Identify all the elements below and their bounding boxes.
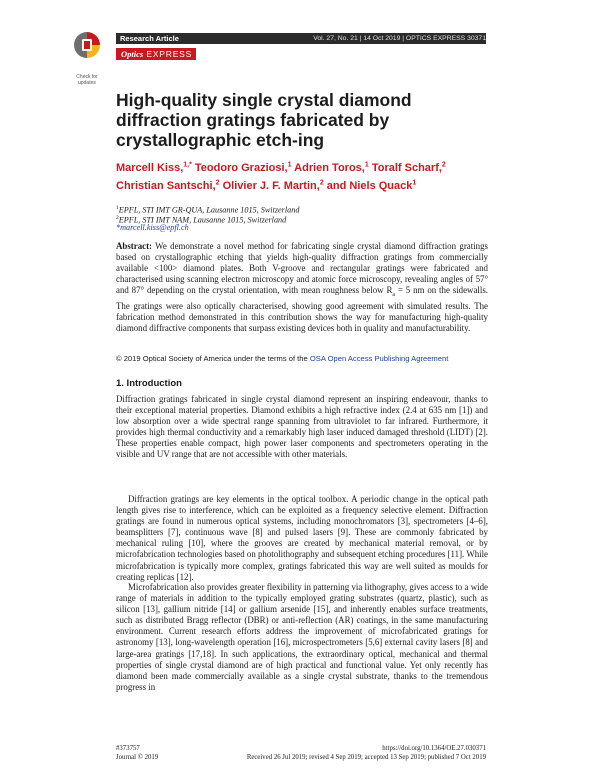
author-3: Adrien Toros,$^1$ (294, 161, 369, 174)
article-type: Research Article (120, 34, 179, 43)
footer-dates: Received 26 Jul 2019; revised 4 Sep 2019; accepted 13 Sep 2019; published 7 Oct 2019 (246, 754, 486, 761)
footer-journal-copyright: Journal © 2019 (116, 754, 159, 761)
affiliation-2: $^2$EPFL, STI IMT NAM, Lausanne 1015, Switzerland (116, 215, 287, 225)
journal-citation: Vol. 27, No. 21 | 14 Oct 2019 | OPTICS EXPRESS 30371 (313, 35, 486, 42)
author-1: Marcell Kiss,$^{1,*}$ (116, 161, 192, 174)
abstract-subscript: a (392, 292, 396, 299)
journal-logo (121, 48, 192, 60)
journal-logo-express: EXPRESS (143, 49, 193, 59)
affiliation-1: $^1$EPFL, STI IMT GR-QUA, Lausanne 1015, Switzerland (116, 205, 300, 215)
crossmark-label[interactable]: Check for updates (76, 74, 98, 86)
abstract-text: We demonstrate a novel method for fabricating single crystal diamond diffraction gratings based on crystallographic etching that yields high-quality diffraction gratings from commercially available <100> diamond plates. Both V-groove and rectangular gratings were fabricated and characterised using scanning electron microscopy and atomic force microscopy, revealing angles of 57° and 87° depending on the crystal orientation, with mean roughness below R (116, 241, 488, 296)
footer-doi-link[interactable]: https://doi.org/10.1364/OE.27.030371 (382, 745, 486, 752)
author-4: Toralf Scharf,$^2$ (371, 161, 446, 174)
intro-paragraph-3: Microfabrication also provides greater flexibility in patterning via lithography, gives access to a wide range of materials in addition to the typically employed grating substrates (quartz, plastic), such as silicon [13], gallium nitride [14] or gallium arsenide [15], and inherently enables surface treatments, such as distributed Bragg reflector (DBR) or anti-reflection (AR) coatings, in the same manufacturing environment. Current research efforts address the improvement of microfabricated gratings for astronomy [13], long-wavelength operation [16], microspectrometers [5,6] external cavity lasers [8] and large-area gratings [17,18]. In such applications, the extraordinary optical, mechanical and thermal properties of single crystal diamond are of high practical and functional value. Yet only recently has diamond been made commercially available as a single crystal substrate, thanks to the tremendous progress in (116, 582, 488, 692)
journal-logo-optics: Optics (121, 49, 144, 59)
intro-paragraph-2: Diffraction gratings are key elements in the optical toolbox. A periodic change in the optical path length gives rise to interference, which can be exploited as a frequency selective element. Diffraction gratings are found in numerous optical systems, including monochromators [3], spectrometers [4–6], beamsplitters [7], continuous wave [8] and pulsed lasers [9]. These are commonly fabricated by mechanical ruling [10], where the grooves are created by mechanical material removal, or by microfabrication technologies based on photolithography and subsequent etching procedures [11]. While microfabrication is typically more complex, gratings fabricated this way are well suited as moulds for creating replicas [12]. (116, 494, 488, 582)
crossmark-icon[interactable] (72, 30, 102, 74)
footer-article-id: #373757 (116, 745, 140, 752)
corresponding-email-link[interactable]: *marcell.kiss@epfl.ch (116, 223, 189, 232)
abstract-text-end: = 5 nm on the sidewalls. The gratings were also optically characterised, showing good agreement with simulated results. The fabrication method demonstrated in this contribution shows the way for manufacturing high-quality diamond diffractive components that surpass existing devices both in quality and manufacturability. (116, 285, 489, 334)
intro-paragraph-1: Diffraction gratings fabricated in single crystal diamond represent an inspiring endeavour, thanks to their exceptional material properties. Diamond exhibits a high refractive index (2.4 at 635 nm [1]) and low absorption over a wide spectral range spanning from ultraviolet to far infrared. Furthermore, it provides high thermal conductivity and a remarkably high laser induced damaged threshold (LIDT) [2]. These properties enable compact, high power laser components and spectrometers operating in the visible and UV range that are not accessible with other materials. (116, 394, 488, 460)
license-line: © 2019 Optical Society of America under the terms of the OSA Open Access Publishing Agreement (116, 354, 449, 363)
abstract-label: Abstract: (116, 241, 152, 251)
license-link[interactable]: OSA Open Access Publishing Agreement (309, 354, 449, 363)
crossmark-bookmark-fill (84, 41, 90, 49)
author-list (116, 157, 488, 194)
author-5: Christian Santschi,$^2$ (116, 179, 220, 193)
author-7: and Niels Quack$^1$ (326, 179, 417, 193)
author-6: Olivier J. F. Martin,$^2$ (222, 179, 324, 193)
paper-title: High-quality single crystal diamond diffraction gratings fabricated by crystallographic etch-ing (116, 90, 412, 150)
author-2: Teodoro Graziosi,$^1$ (194, 161, 292, 174)
abstract (116, 241, 488, 335)
section-heading-introduction: 1. Introduction (116, 378, 182, 389)
